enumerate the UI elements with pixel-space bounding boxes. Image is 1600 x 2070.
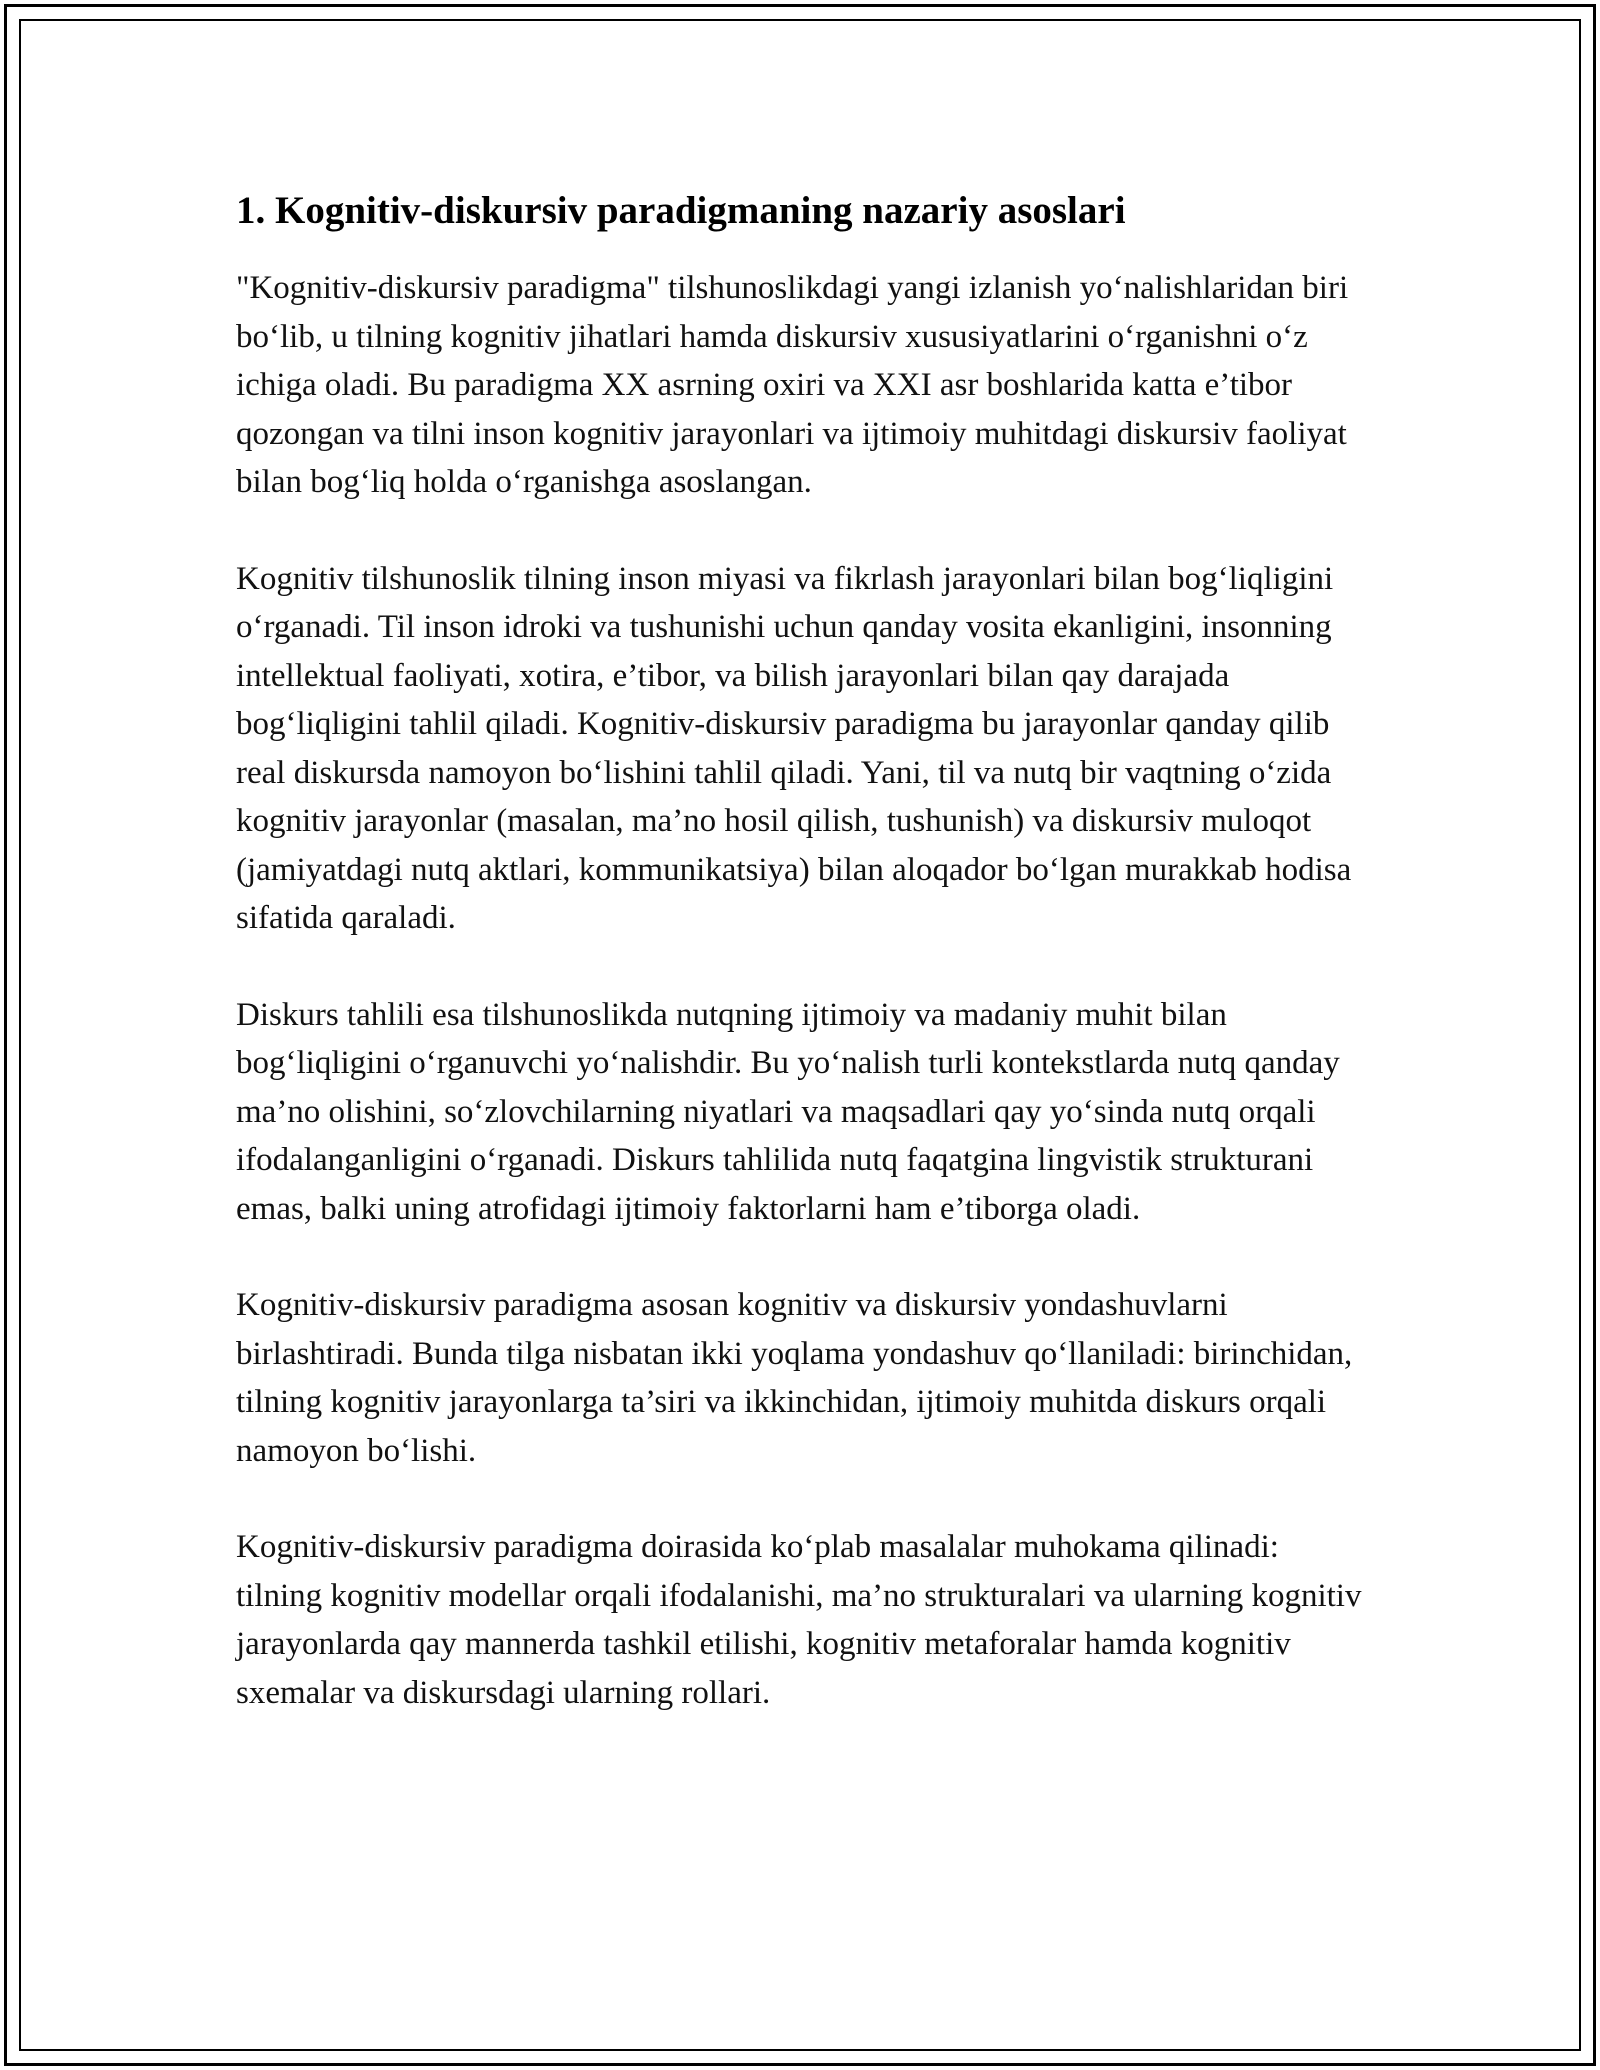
paragraph-3: Diskurs tahlili esa tilshunoslikda nutqning ijtimoiy va madaniy muhit bilan bogʻliqligini oʻrganuvchi yoʻnalishdir. Bu yoʻnalish turli kontekstlarda nutq qanday ma’no olishini, soʻzlovchilarning niyatlari va maqsadlari qay yoʻsinda nutq orqali ifodalanganligini oʻrganadi. Diskurs tahlilida nutq faqatgina lingvistik strukturani emas, balki uning atrofidagi ijtimoiy faktorlarni ham e’tiborga oladi. [236,996,1340,1227]
document-content [236,186,1366,1717]
paragraph-4: Kognitiv-diskursiv paradigma asosan kognitiv va diskursiv yondashuvlarni birlashtiradi. Bunda tilga nisbatan ikki yoqlama yondashuv qoʻllaniladi: birinchidan, tilning kognitiv jarayonlarga ta’siri va ikkinchidan, ijtimoiy muhitda diskurs orqali namoyon boʻlishi. [236,1287,1353,1469]
paragraph-5: Kognitiv-diskursiv paradigma doirasida koʻplab masalalar muhokama qilinadi: tilning kognitiv modellar orqali ifodalanishi, ma’no strukturalari va ularning kognitiv jarayonlarda qay mannerda tashkil etilishi, kognitiv metaforalar hamda kognitiv sxemalar va diskursdagi ularning rollari. [236,1529,1362,1711]
paragraph-2: Kognitiv tilshunoslik tilning inson miyasi va fikrlash jarayonlari bilan bogʻliqligini oʻrganadi. Til inson idroki va tushunishi uchun qanday vosita ekanligini, insonning intellektual faoliyati, xotira, e’tibor, va bilish jarayonlari bilan qay darajada bogʻliqligini tahlil qiladi. Kognitiv-diskursiv paradigma bu jarayonlar qanday qilib real diskursda namoyon boʻlishini tahlil qiladi. Yani, til va nutq bir vaqtning oʻzida kognitiv jarayonlar (masalan, ma’no hosil qilish, tushunish) va diskursiv muloqot (jamiyatdagi nutq aktlari, kommunikatsiya) bilan aloqador boʻlgan murakkab hodisa sifatida qaraladi. [236,560,1352,936]
paragraph-1: "Kognitiv-diskursiv paradigma" tilshunoslikdagi yangi izlanish yoʻnalishlaridan biri boʻlib, u tilning kognitiv jihatlari hamda diskursiv xususiyatlarini oʻrganishni oʻz ichiga oladi. Bu paradigma XX asrning oxiri va XXI asr boshlarida katta e’tibor qozongan va tilni inson kognitiv jarayonlari va ijtimoiy muhitdagi diskursiv faoliyat bilan bogʻliq holda oʻrganishga asoslangan. [236,270,1349,500]
section-title: 1. Kognitiv-diskursiv paradigmaning nazariy asoslari [236,189,1126,232]
